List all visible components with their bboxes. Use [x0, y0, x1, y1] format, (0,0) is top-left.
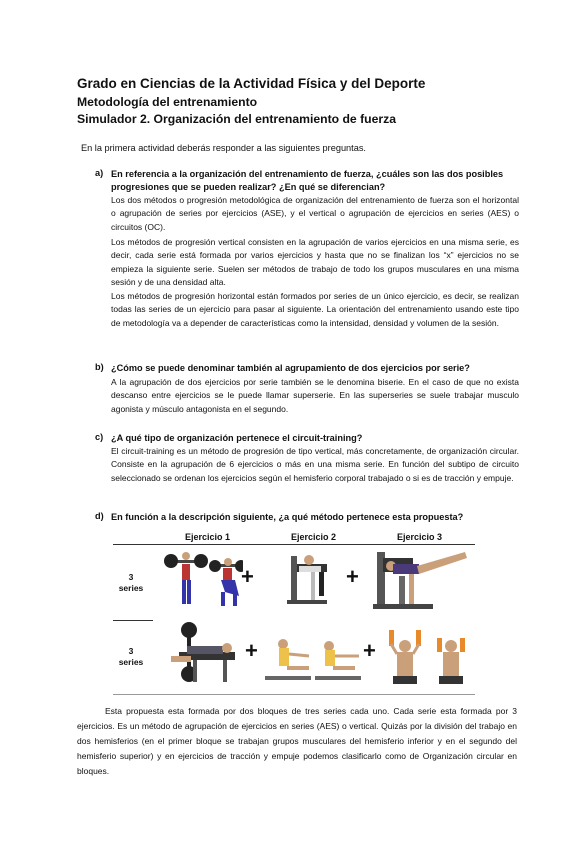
- intro-text: En la primera actividad deberás responder a las siguientes preguntas.: [81, 143, 366, 153]
- answer-a-paragraph-2: Los métodos de progresión vertical consisten en la agrupación de varios ejercicios en una misma serie, es decir, cada serie está formada por varios ejercicios y hasta que no se finalizan los “x” ejercicios no se empieza la siguiente serie. Suelen ser métodos de trabajo de todo los grupos musculares en una misma sesión y de una densidad alta.: [111, 237, 519, 288]
- simulator-title: Simulador 2. Organización del entrenamiento de fuerza: [77, 112, 396, 126]
- column-header-1: Ejercicio 1: [185, 532, 231, 542]
- answer-a-paragraph-3: Los métodos de progresión horizontal están formados por series de un único ejercicio, es decir, se realizan todas las series de un ejercicio para pasar al siguiente. La orientación del entrenamiento usando este tipo de metodología va a depender de características como la intensidad, densidad y volumen de la sesión.: [111, 291, 519, 328]
- question-d-letter: d): [95, 511, 104, 521]
- plus-sign-row1-b: +: [346, 564, 359, 589]
- row-2-label: [113, 646, 149, 668]
- document-title: Grado en Ciencias de la Actividad Física y del Deporte: [77, 76, 426, 91]
- question-b-text: ¿Cómo se puede denominar también al agrupamiento de dos ejercicios por serie?: [111, 363, 470, 373]
- row-1-label: [113, 572, 149, 594]
- plus-sign-row2-b: +: [363, 638, 376, 663]
- question-b-letter: b): [95, 362, 104, 372]
- question-a-text: En referencia a la organización del entrenamiento de fuerza, ¿cuáles son las dos posibles progresiones que se pueden realizar? ¿En qué se diferencian?: [111, 169, 504, 193]
- question-c-text: ¿A qué tipo de organización pertenece el circuit-training?: [111, 433, 363, 443]
- seated-row-image: [263, 626, 363, 688]
- answer-b-paragraph: A la agrupación de dos ejercicios por serie también se le denomina biserie. En el caso de que no exista descanso entre ejercicios se le puede llamar superserie. En las superseries se suele trabajar musculo agonista y músculo antagonista en el segundo.: [111, 377, 519, 414]
- figure-top-rule: [113, 544, 475, 545]
- plus-sign-row1-a: +: [241, 564, 254, 589]
- row-2-series-text: series: [118, 657, 144, 667]
- leg-curl-machine-image: [279, 546, 339, 610]
- bench-press-image: [157, 622, 243, 688]
- figure-bottom-rule: [113, 694, 475, 695]
- question-c-letter: c): [95, 432, 104, 442]
- exercise-table-figure: [113, 528, 475, 696]
- answer-a-paragraph-1: Los dos métodos o progresión metodológica de organización del entrenamiento de fuerza son el horizontal o agrupación de series por ejercicios (ASE), y el vertical o agrupación de ejercicios en series (AES) o circuitos (OC).: [111, 195, 519, 232]
- column-header-3: Ejercicio 3: [397, 532, 443, 542]
- subject-title: Metodología del entrenamiento: [77, 95, 258, 109]
- squat-exercise-image: [157, 546, 243, 610]
- glute-kickback-machine-image: [369, 546, 475, 612]
- row-2-series-count: 3: [128, 646, 134, 656]
- column-header-2: Ejercicio 2: [291, 532, 337, 542]
- shoulder-press-image: [383, 624, 475, 690]
- question-d-text: En función a la descripción siguiente, ¿a qué método pertenece esta propuesta?: [111, 512, 464, 522]
- row-1-series-text: series: [118, 583, 144, 593]
- answer-d-text: Esta propuesta esta formada por dos bloques de tres series cada uno. Cada serie esta formada por 3 ejercicios. Es un método de agrupación de ejercicios en series (AES) o vertical. Quizás por la división del trabajo en dos hemisferios (en el primer bloque se trabajan grupos musculares del hemisferio inferior y en el segundo del hemisferio superior) y en ejercicios de tracción y empuje podemos clasificarlo como de Organización circular en bloques.: [77, 706, 517, 776]
- question-a-letter: a): [95, 168, 104, 178]
- answer-c-paragraph: El circuit-training es un método de progresión de tipo vertical, más concretamente, de organización circular. Consiste en la agrupación de 6 ejercicios o más en una misma serie. En función del subtipo de circuito seleccionado se ordenan los ejercicios según el hemisferio corporal trabajado o si es de tracción y empuje.: [111, 446, 519, 483]
- answer-d-paragraph: [77, 704, 517, 779]
- row-divider: [113, 620, 153, 621]
- plus-sign-row2-a: +: [245, 638, 258, 663]
- row-1-series-count: 3: [128, 572, 134, 582]
